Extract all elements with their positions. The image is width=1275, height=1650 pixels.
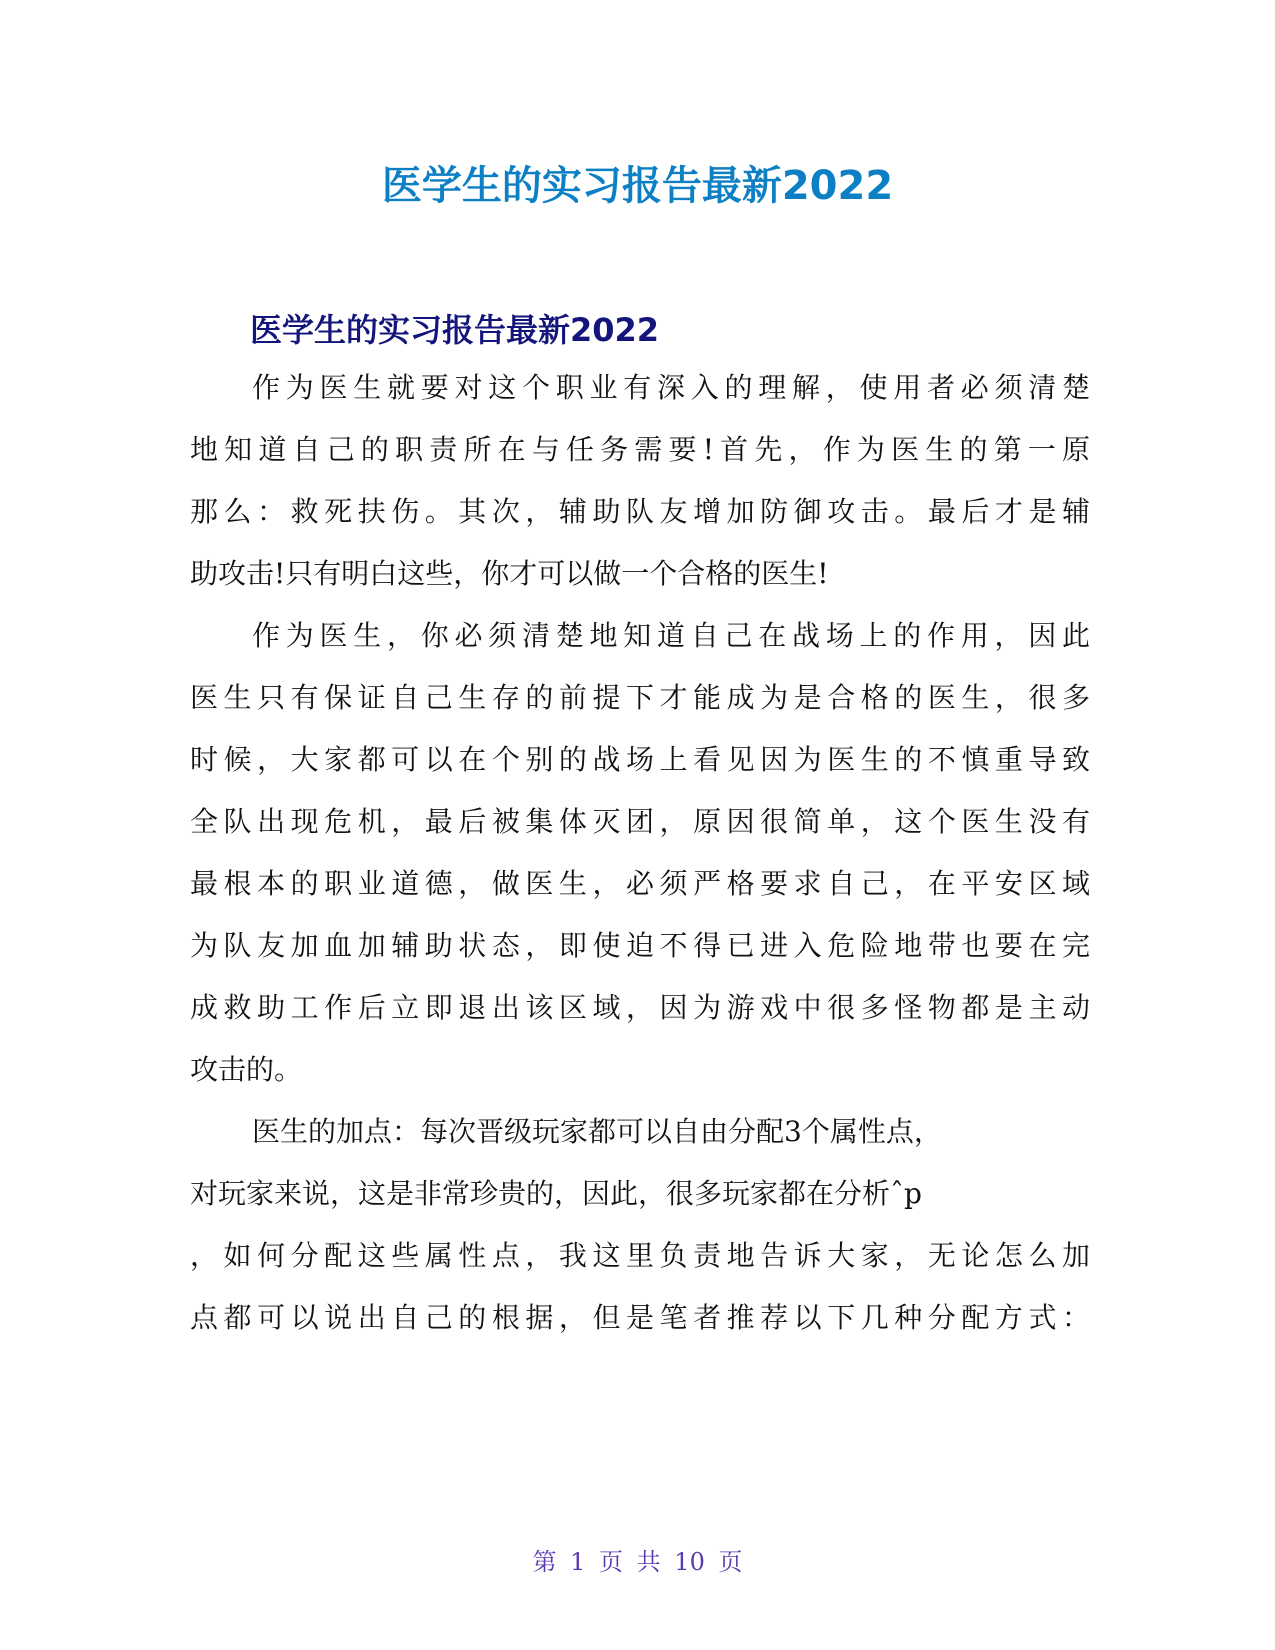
paragraph-2-line-8: 攻击的。 [190,1053,303,1086]
paragraph-3-line-3: ，如何分配这些属性点，我这里负责地告诉大家，无论怎么加 [190,1239,1090,1272]
paragraph-2-line-4: 全队出现危机，最后被集体灭团，原因很简单，这个医生没有 [190,805,1090,838]
paragraph-2-line-2: 医生只有保证自己生存的前提下才能成为是合格的医生，很多 [190,681,1090,714]
paragraph-1-line-1: 作为医生就要对这个职业有深入的理解，使用者必须清楚 [252,371,1090,404]
paragraph-3-line-1: 医生的加点：每次晋级玩家都可以自由分配3个属性点， [252,1115,942,1148]
paragraph-2-line-5: 最根本的职业道德，做医生，必须严格要求自己，在平安区域 [190,867,1090,900]
section-heading: 医学生的实习报告最新2022 [250,311,660,349]
paragraph-3-line-2: 对玩家来说，这是非常珍贵的，因此，很多玩家都在分析ˆp [190,1177,922,1210]
paragraph-1-line-3: 那么：救死扶伤。其次，辅助队友增加防御攻击。最后才是辅 [190,495,1090,528]
paragraph-1-line-4: 助攻击!只有明白这些，你才可以做一个合格的医生! [190,557,829,590]
paragraph-2-line-1: 作为医生，你必须清楚地知道自己在战场上的作用，因此 [252,619,1090,652]
document-title: 医学生的实习报告最新2022 [381,163,894,209]
paragraph-2-line-3: 时候，大家都可以在个别的战场上看见因为医生的不慎重导致 [190,743,1090,776]
page-number-footer: 第 1 页 共 10 页 [532,1548,743,1576]
paragraph-1-line-2: 地知道自己的职责所在与任务需要!首先，作为医生的第一原 [190,433,1090,466]
paragraph-2-line-6: 为队友加血加辅助状态，即使迫不得已进入危险地带也要在完 [190,929,1090,962]
paragraph-2-line-7: 成救助工作后立即退出该区域，因为游戏中很多怪物都是主动 [190,991,1090,1024]
paragraph-3-line-4: 点都可以说出自己的根据，但是笔者推荐以下几种分配方式： [190,1301,1090,1334]
